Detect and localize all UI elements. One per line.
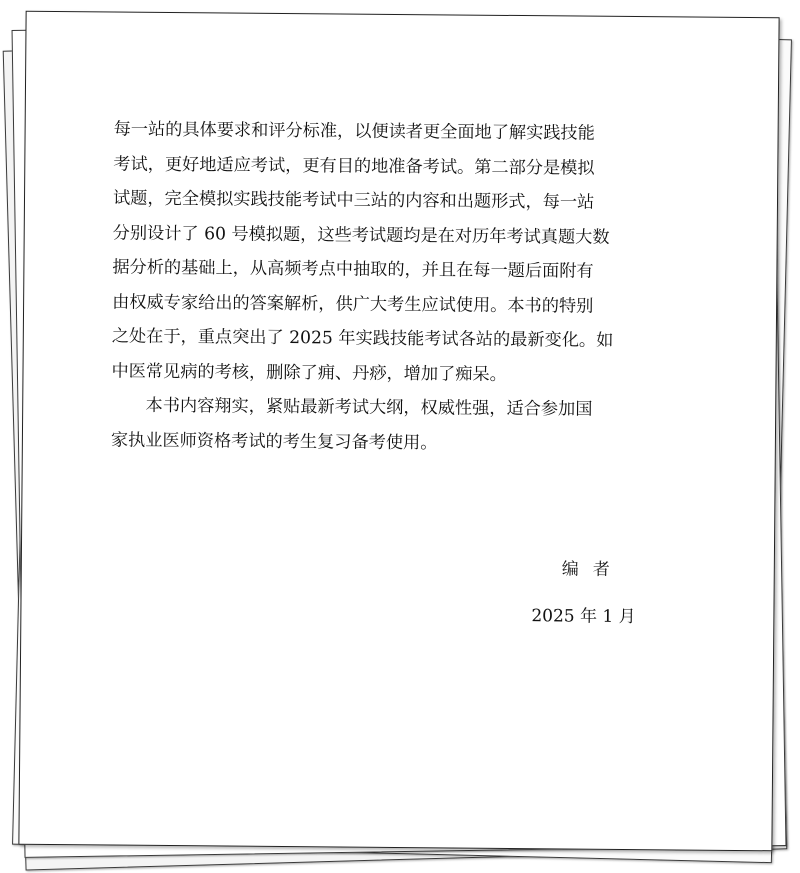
text-line: 中医常见病的考核，删除了痈、丹痧，增加了痴呆。	[111, 360, 507, 385]
text-line: 分别设计了 60 号模拟题，这些考试题均是在对历年考试真题大数	[112, 222, 610, 248]
text-line: 据分析的基础上，从高频考点中抽取的，并且在每一题后面附有	[112, 257, 594, 282]
text-line: 每一站的具体要求和评分标准，以便读者更全面地了解实践技能	[113, 119, 595, 144]
text-line: 试题，完全模拟实践技能考试中三站的内容和出题形式，每一站	[112, 188, 595, 213]
text-line: 之处在于，重点突出了 2025 年实践技能考试各站的最新变化。如	[111, 326, 614, 351]
front-page	[18, 11, 779, 852]
text-line: 由权威专家给出的答案解析，供广大考生应试使用。本书的特别	[112, 291, 594, 317]
text-line: 考试，更好地适应考试，更有目的地准备考试。第二部分是模拟	[113, 153, 595, 179]
signature-date: 2025 年 1 月	[531, 606, 636, 628]
author-signature: 编者	[561, 559, 624, 580]
paragraph-1	[111, 112, 713, 393]
text-line: 家执业医师资格考试的考生复习备考使用。	[110, 429, 438, 453]
paragraph-2	[111, 388, 712, 462]
text-line: 本书内容翔实，紧贴最新考试大纲，权威性强，适合参加国	[145, 395, 593, 420]
page-body	[111, 112, 714, 462]
